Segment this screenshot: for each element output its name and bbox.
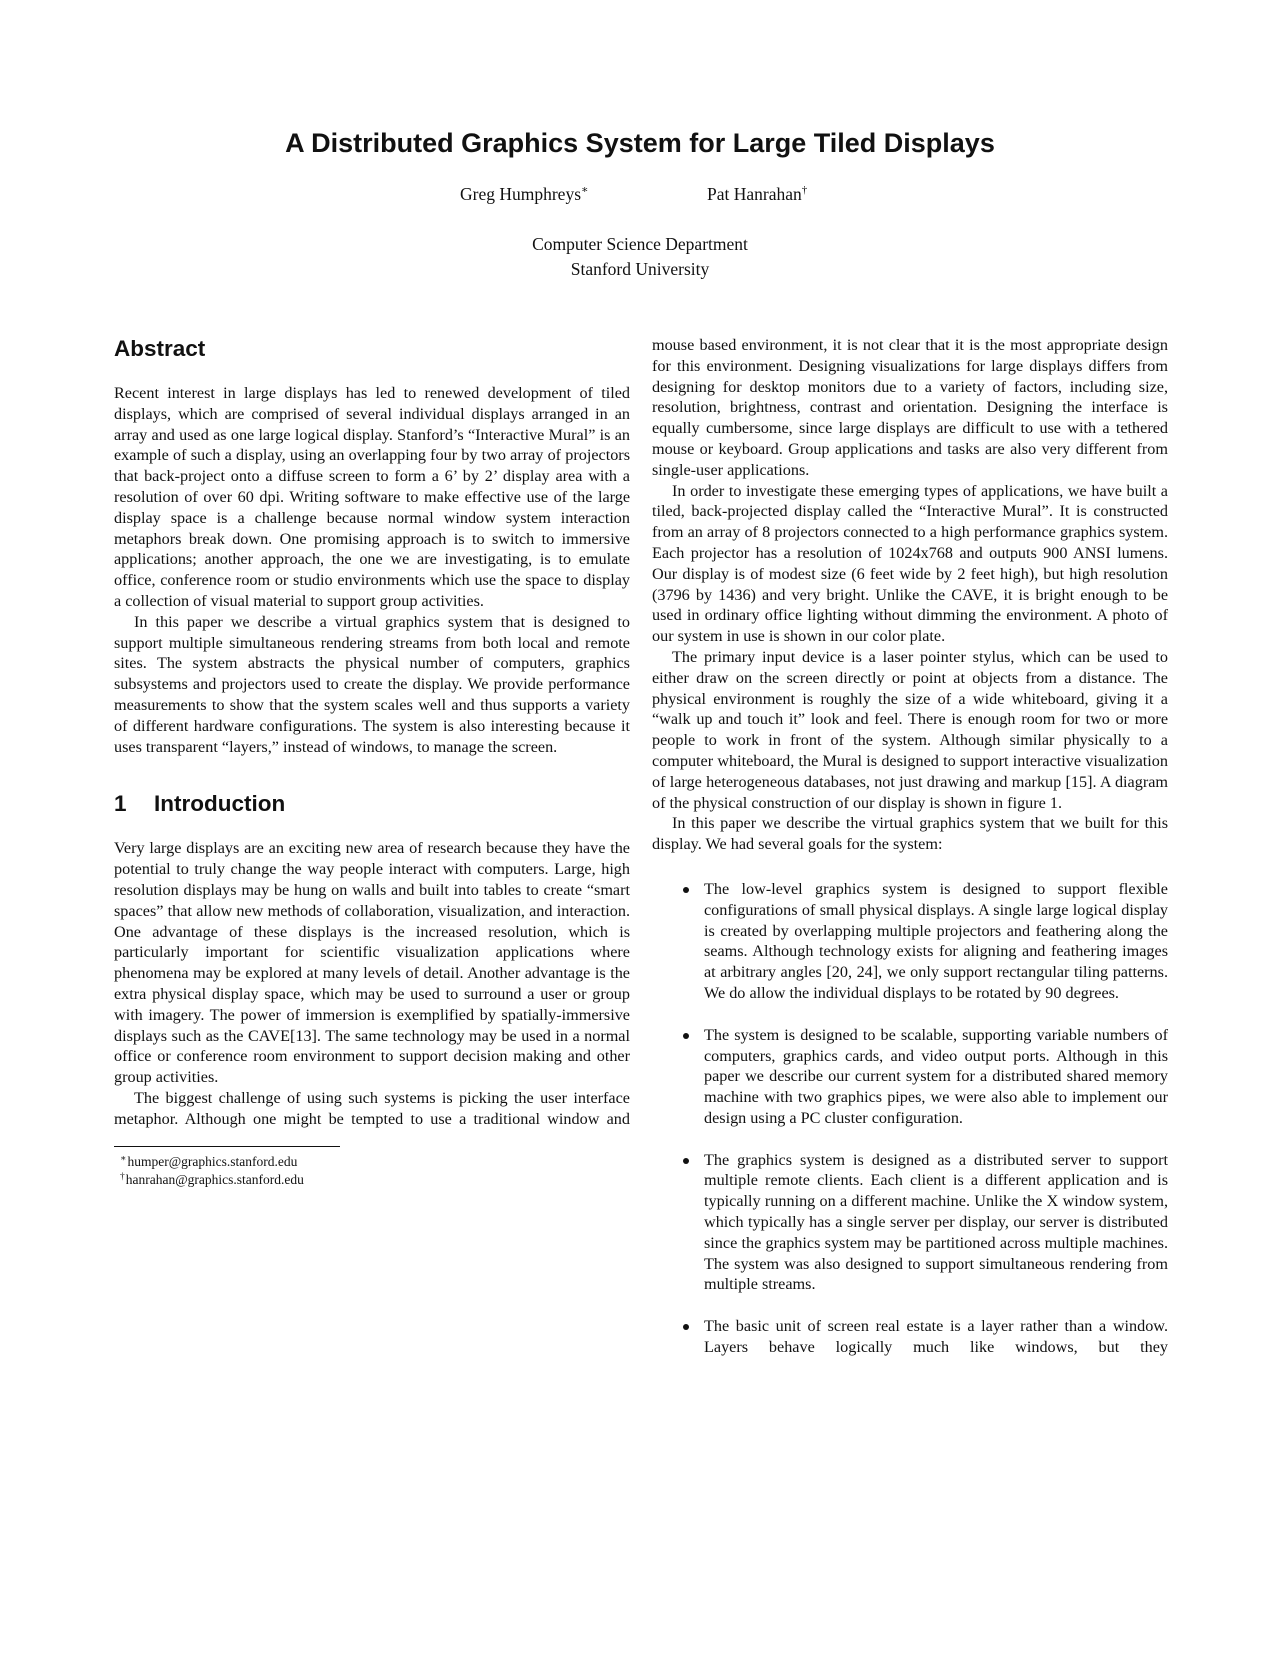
goal-text: The basic unit of screen real estate is a layer rather than a window. Layers behave logically much like windows, but they [704,1317,1168,1357]
abstract-paragraph: Recent interest in large displays has led to renewed development of tiled displays, which are comprised of several individual displays arranged in an array and used as one large logical display. Stanford’s “Interactive Mural” is an example of such a display, using an overlapping four by two array of projectors that back-project onto a diffuse screen to form a 6’ by 2’ display area with a resolution of over 60 dpi. Writing software to make effective use of the large display space is a challenge because normal window system interaction metaphors break down. One promising approach is to switch to immersive applications; another approach, the one we are investigating, is to emulate office, conference room or studio environments which use the space to display a collection of visual material to support group activities. [114,384,630,610]
introduction-paragraph-split: The biggest challenge of using such systems is picking the user interface metaphor. Although one might be tempted to use a traditional window and [114,1088,630,1128]
right-column [652,335,1168,1379]
introduction-paragraph: The primary input device is a laser pointer stylus, which can be used to either draw on the screen directly or point at objects from a distance. The physical environment is roughly the size of a wide whiteboard, giving it a “walk up and touch it” look and feel. There is enough room for two or more people to work in front of the system. Although similar physically to a computer whiteboard, the Mural is designed to support interactive visualization of large heterogeneous databases, not just drawing and markup [15]. A diagram of the physical construction of our display is shown in figure 1. [652,647,1168,812]
introduction-paragraph: In order to investigate these emerging types of applications, we have built a tiled, back-projected display called the “Interactive Mural”. It is constructed from an array of 8 projectors connected to a high performance graphics system. Each projector has a resolution of 1024x768 and outputs 900 ANSI lumens. Our display is of modest size (6 feet wide by 2 feet high), but high resolution (3796 by 1436) and very bright. Unlike the CAVE, it is bright enough to be used in ordinary office lighting without dimming the environment. A photo of our system in use is shown in our color plate. [652,481,1168,646]
left-column [114,335,630,1189]
affiliation-university: Stanford University [570,259,710,279]
affiliation-department: Computer Science Department [532,234,748,254]
goal-list-item [652,879,1168,1004]
bullet-icon [683,1033,689,1039]
footnote-email-humphreys [114,1153,630,1171]
author-name: Pat Hanrahan [707,184,802,204]
introduction-paragraph-continuation [652,335,1168,481]
section-number: 1 [114,791,127,817]
abstract-paragraph: In this paper we describe a virtual graphics system that is designed to support multiple simultaneous rendering streams from both local and remote sites. The system abstracts the physical number of computers, graphics subsystems and projectors used to create the display. We provide performance measurements to show that the system scales well and thus supports a variety of different hardware configurations. The system is also interesting because it uses transparent “layers,” instead of windows, to manage the screen. [114,612,630,756]
introduction-paragraph: In this paper we describe the virtual graphics system that we built for this display. We had several goals for the system: [652,814,1168,854]
bullet-icon [683,1158,689,1164]
author-humphreys [460,183,589,205]
footnote-text: hanrahan@graphics.stanford.edu [125,1171,304,1187]
bullet-icon [683,887,689,893]
goal-text: The graphics system is designed as a distributed server to support multiple remote clients. Each client is a different application and is typically running on a different machine. Unlike the X window system, which typically has a single server per display, our server is distributed since the graphics system may be partitioned across multiple machines. The system was also designed to support simultaneous rendering from multiple streams. [704,1150,1168,1294]
goal-list-item [652,1316,1168,1358]
author-list [0,183,1280,209]
introduction-paragraph-continued: mouse based environment, it is not clear that it is the most appropriate design for this environment. Designing visualizations for large displays differs from designing for desktop monitors due to a variety of factors, including size, resolution, brightness, contrast and orientation. Designing the interface is equally cumbersome, since large displays are difficult to use with a tethered mouse or keyboard. Group applications and tasks are also very different from single-user applications. [652,336,1168,479]
section-title: Introduction [154,791,286,817]
paper-title: A Distributed Graphics System for Large Tiled Displays [285,128,995,158]
goal-text: The system is designed to be scalable, supporting variable numbers of computers, graphics cards, and video output ports. Although in this paper we describe our current system for a distributed shared memory machine with two graphics pipes, we were also able to implement our design using a PC cluster configuration. [704,1025,1168,1127]
author-hanrahan [707,183,807,205]
goals-list [652,879,1168,1358]
bullet-icon [683,1324,689,1330]
abstract-heading: Abstract [114,336,206,361]
affiliation [0,232,1280,282]
footnote-mark: † [120,1171,125,1182]
author-footnote-mark: ∗ [581,184,589,196]
footnote-mark: ∗ [120,1153,127,1164]
footnote-email-hanrahan [114,1171,630,1189]
goal-list-item [652,1025,1168,1129]
footnote-rule [114,1146,340,1147]
introduction-heading [114,790,630,818]
author-footnote-mark: † [801,184,808,196]
goal-list-item [652,1150,1168,1296]
footnotes [114,1146,630,1189]
footnote-text: humper@graphics.stanford.edu [127,1153,298,1169]
introduction-paragraph: Very large displays are an exciting new area of research because they have the potential to truly change the way people interact with computers. Large, high resolution displays may be hung on walls and built into tables to create “smart spaces” that allow new methods of collaboration, visualization, and interaction. One advantage of these displays is the increased resolution, which is particularly important for scientific visualization applications where phenomena may be explored at many levels of detail. Another advantage is the extra physical display space, which may be used to surround a user or group with imagery. The power of immersion is exemplified by spatially-immersive displays such as the CAVE[13]. The same technology may be used in a normal office or conference room environment to support decision making and other group activities. [114,839,630,1087]
author-name: Greg Humphreys [460,184,582,204]
goal-text: The low-level graphics system is designed to support flexible configurations of small physical displays. A single large logical display is created by overlapping multiple projectors and feathering along the seams. Although technology exists for aligning and feathering images at arbitrary angles [20, 24], we only support rectangular tiling patterns. We do allow the individual displays to be rotated by 90 degrees. [704,879,1168,1002]
